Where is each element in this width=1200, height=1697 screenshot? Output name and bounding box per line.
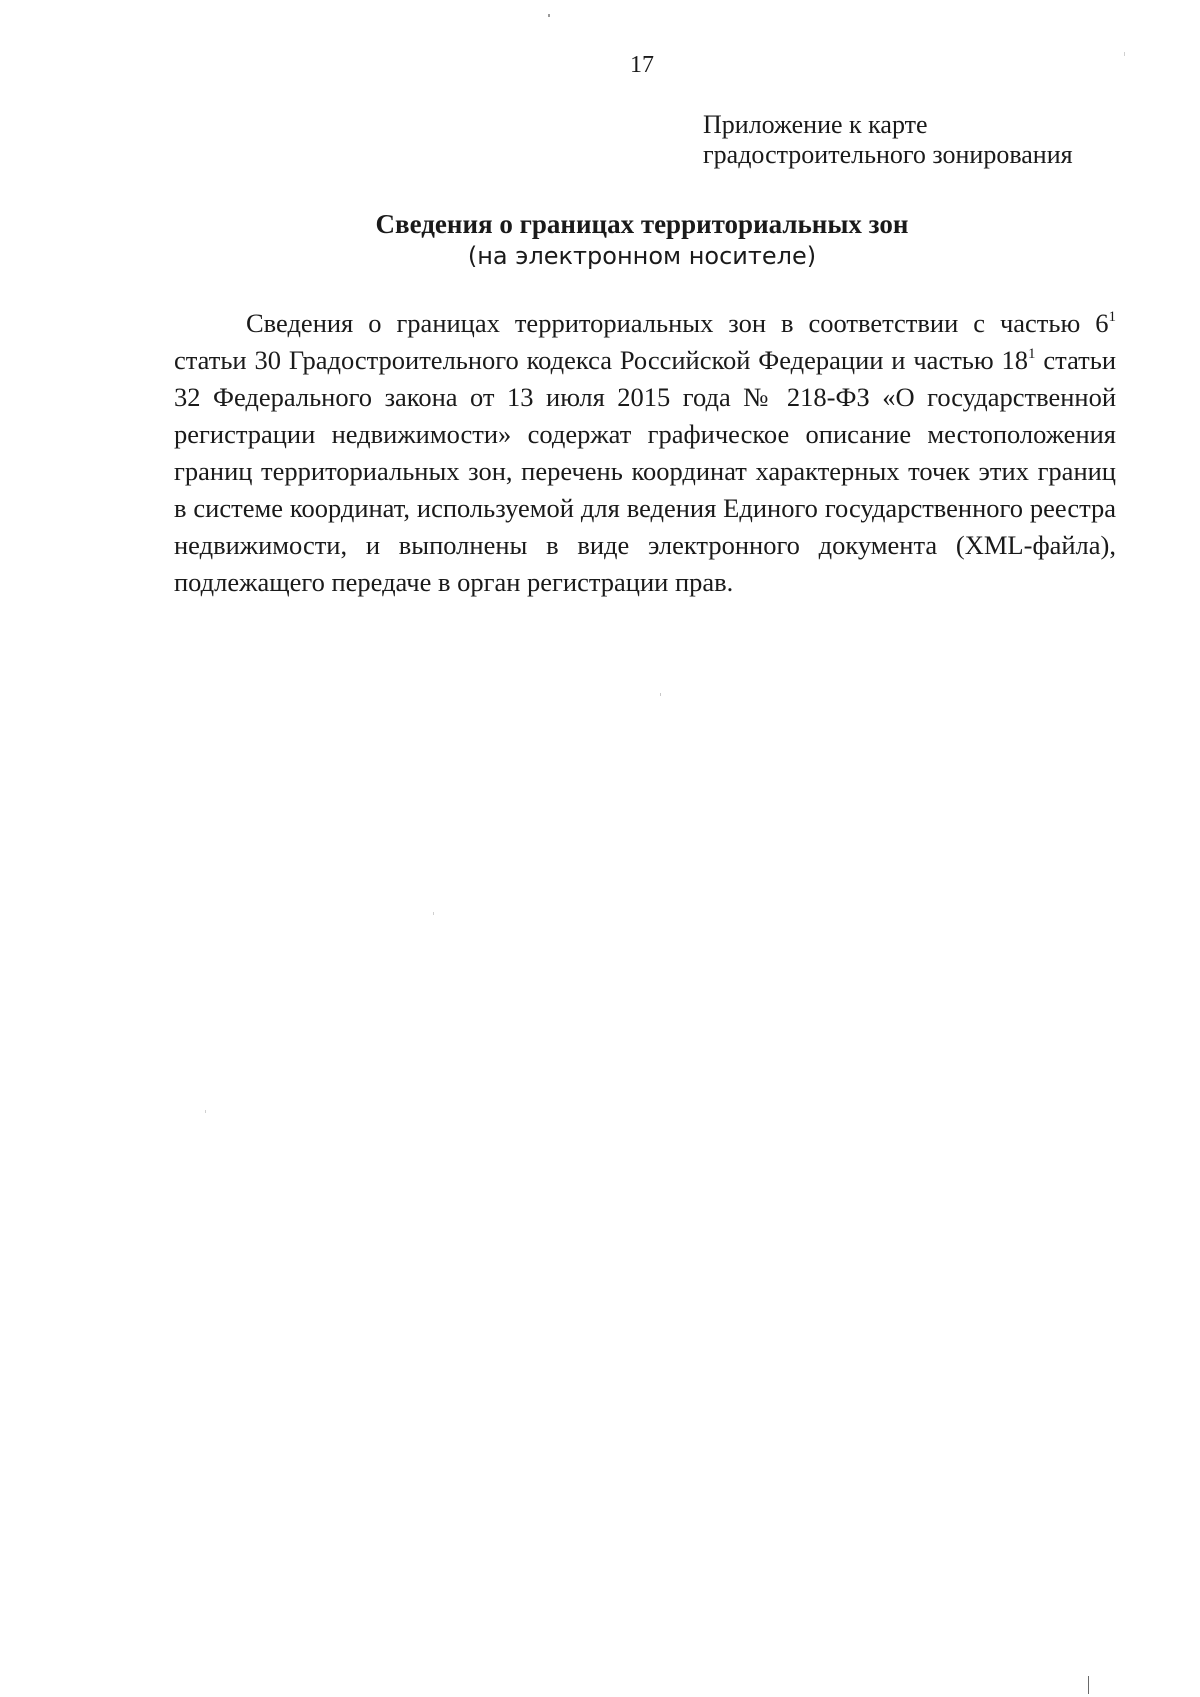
scan-dot [433, 912, 434, 915]
scan-dot [548, 14, 550, 17]
superscript-2: 1 [1028, 346, 1036, 362]
document-title [42, 208, 1200, 272]
body-segment-2: статьи 30 Градостроительного кодекса Российской Федерации и частью 18 [174, 345, 1029, 375]
title-main: Сведения о границах территориальных зон [375, 209, 909, 239]
scan-dot [205, 1110, 206, 1113]
body-paragraph [174, 305, 1116, 601]
scan-dot [1124, 52, 1125, 56]
appendix-note-line-1: Приложение к карте [703, 110, 928, 139]
body-segment-1: Сведения о границах территориальных зон в соответствии с частью 6 [246, 308, 1109, 338]
appendix-note [703, 110, 1073, 170]
scan-line [1088, 1676, 1089, 1694]
scan-dot [660, 693, 661, 696]
page-number: 17 [630, 52, 654, 78]
appendix-note-line-2: градостроительного зонирования [703, 140, 1073, 169]
superscript-1: 1 [1108, 309, 1116, 325]
title-subtitle: (на электронном носителе) [467, 242, 817, 270]
body-segment-3: статьи 32 Федерального закона от 13 июля 2015 года № 218-ФЗ «О государственной регистрации недвижимости» содержат графическое описание местоположения границ территориальных зон, перечень координат характерных точек этих границ в системе координат, используемой для ведения Единого государственного реестра недвижимости, и выполнены в виде электронного документа (XML-файла), подлежащего передаче в орган регистрации прав. [174, 345, 1117, 597]
